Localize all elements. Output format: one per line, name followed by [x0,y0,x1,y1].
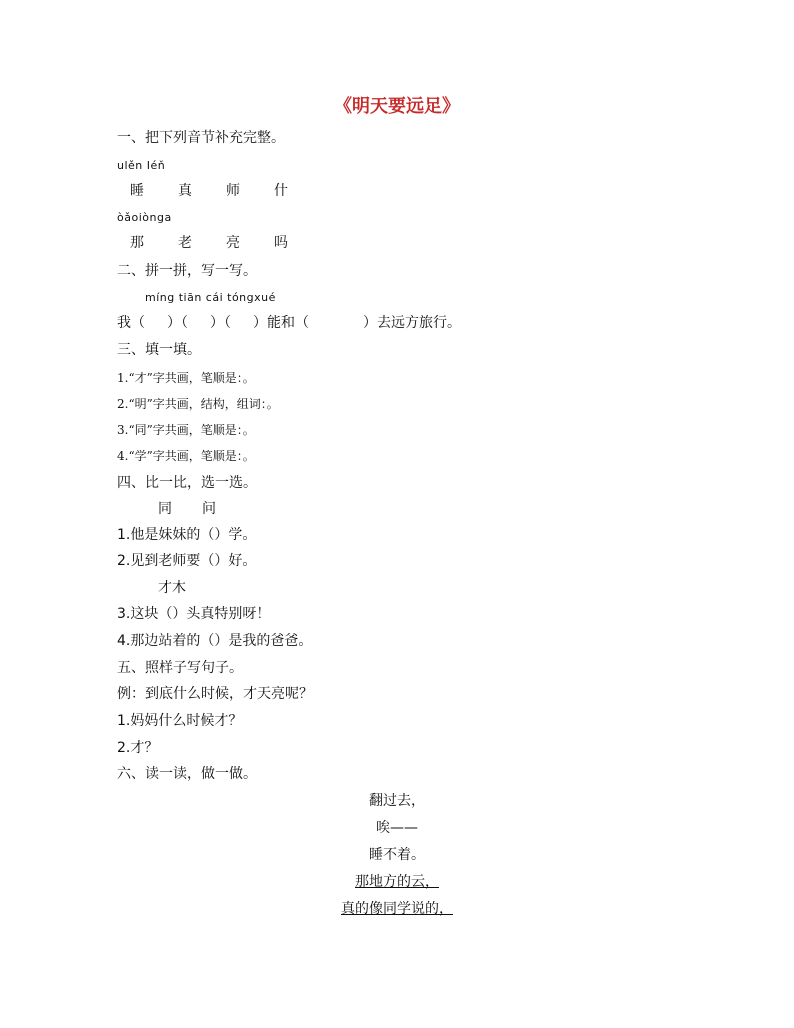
poem-line-underlined [0,872,794,892]
q2-pinyin: míng tiān cái tóngxué [145,291,276,304]
q1-char: 什 [274,183,288,199]
poem-line: 唉—— [376,820,418,836]
q1-char-row-1 [130,181,322,201]
q3-item: 1.“才”字共画，笔顺是：。 [117,371,255,385]
q4-item: 1.他是妹妹的（）学。 [117,527,257,543]
q4-item: 2.见到老师要（）好。 [117,553,257,569]
q1-char: 老 [178,235,192,251]
poem-line: 翻过去， [369,793,425,809]
q3-heading: 三、填一填。 [117,342,201,358]
q2-sentence-part: ）能和（ [253,315,309,331]
q1-char: 睡 [130,183,144,199]
q1-char: 真 [178,183,192,199]
q2-sentence-part: ）（ [210,315,231,331]
q5-item: 2.才？ [117,740,159,756]
q3-item: 4.“学”字共画，笔顺是：。 [117,449,255,463]
q6-heading: 六、读一读，做一做。 [117,766,257,782]
q2-sentence-start: 我（ [117,315,145,331]
q4-item: 4.那边站着的（）是我的爸爸。 [117,633,313,649]
q2-heading: 二、拼一拼，写一写。 [117,263,257,279]
q4-pair-2: 才木 [158,580,186,596]
q4-choice: 问 [202,501,216,517]
q4-choice: 同 [158,501,172,517]
q1-char: 那 [130,235,144,251]
q3-item: 2.“明”字共画，结构，组词：。 [117,397,279,411]
q2-sentence [117,313,461,333]
q1-char: 师 [226,183,240,199]
q5-example: 例：到底什么时候，才天亮呢？ [117,686,313,702]
poem-line-text: 那地方的云， [355,874,439,890]
q1-char-row-2 [130,233,322,253]
q5-heading: 五、照样子写句子。 [117,660,243,676]
q1-pinyin-row-1: ulěn Iéň [117,159,166,172]
poem-line: 睡不着。 [369,847,425,863]
q2-sentence-part: ）（ [167,315,188,331]
q1-char: 吗 [274,235,288,251]
q3-item: 3.“同”字共画，笔顺是：。 [117,423,255,437]
q1-char: 亮 [226,235,240,251]
q5-item: 1.妈妈什么时候才？ [117,713,243,729]
page-title: 《明天要远足》 [334,96,460,117]
q4-pair-1 [158,499,216,519]
q1-heading: 一、把下列音节补充完整。 [117,130,285,146]
q4-item: 3.这块（）头真特别呀！ [117,606,271,622]
q1-pinyin-row-2: òǎoiònga [117,211,172,224]
q2-sentence-end: ）去远方旅行。 [363,315,461,331]
q4-heading: 四、比一比，选一选。 [117,475,257,491]
poem-line-underlined [0,899,794,919]
poem-line-text: 真的像同学说的， [341,901,453,917]
